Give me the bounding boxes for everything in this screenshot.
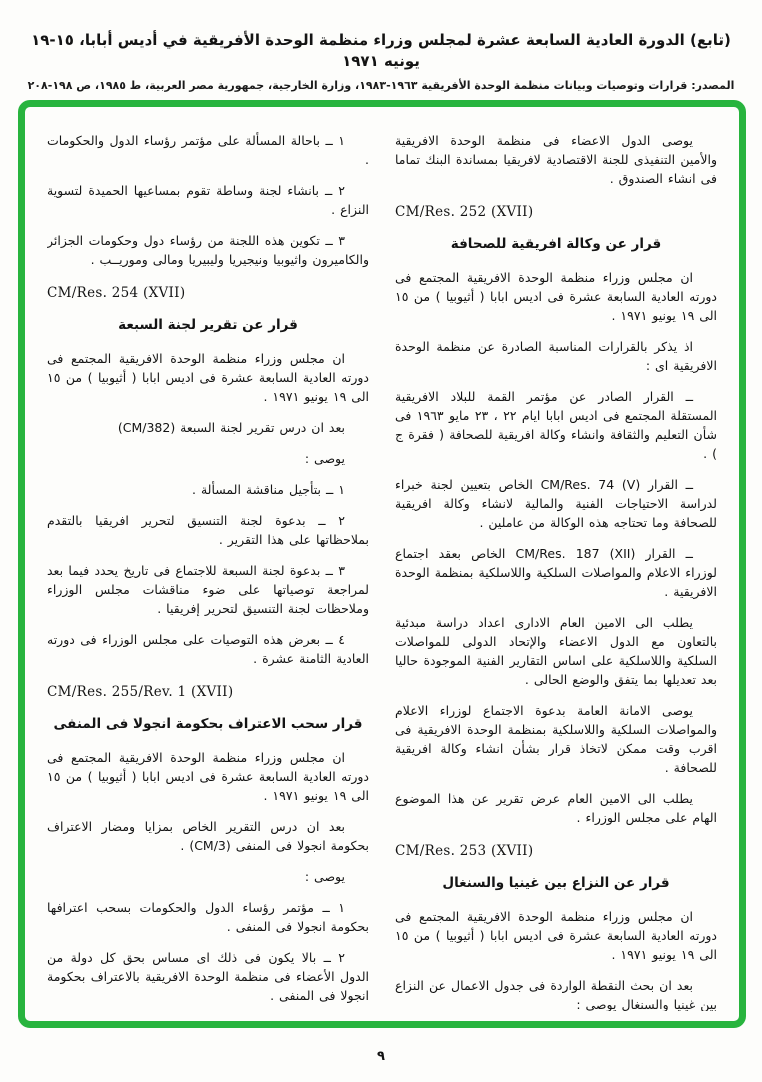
paragraph: يوصى : <box>304 451 345 466</box>
column-second-left <box>47 131 369 1011</box>
paragraph: يطلب الى الامين العام عرض تقرير عن هذا الموضوع الهام على مجلس الوزراء . <box>395 791 717 825</box>
paragraph: ٣ ــ تكوين هذه اللجنة من رؤساء دول وحكومات الجزائر والكاميرون واثيوبيا ونيجيريا وليبيريا ومالى وموريــب . <box>47 233 369 267</box>
paragraph: ٣ ــ بدعوة لجنة السبعة للاجتماع فى تاريخ يحدد فيما بعد لمراجعة توصياتها على ضوء مناقشات مجلس الوزراء وملاحظات لجنة التنسيق لتحرير إفريقيا . <box>47 563 369 616</box>
resolution-title: قرار عن وكالة افريقية للصحافة <box>450 236 662 252</box>
document-title: (تابع) الدورة العادية السابعة عشرة لمجلس وزراء منظمة الوحدة الأفريقية في أديس أبابا، ١٥-١٩ يونيه ١٩٧١ <box>31 31 731 70</box>
paragraph: يوصى : <box>304 869 345 884</box>
paragraph: ٢ ــ بانشاء لجنة وساطة تقوم بمساعيها الحميدة لتسوية النزاع . <box>47 183 369 217</box>
paragraph: بعد ان درس التقرير الخاص بمزايا ومضار الاعتراف بحكومة انجولا فى المنفى (CM/3) . <box>47 819 369 853</box>
paragraph: ان مجلس وزراء منظمة الوحدة الافريقية المجتمع فى دورته العادية السابعة عشرة فى اديس ابابا ( أثيوبيا ) من ١٥ الى ١٩ يونيو ١٩٧١ . <box>47 750 369 803</box>
resolution-code: CM/Res. 253 (XVII) <box>395 843 534 859</box>
paragraph: ١ ــ باحالة المسألة على مؤتمر رؤساء الدول والحكومات . <box>47 133 369 167</box>
page-number: ٩ <box>377 1049 385 1064</box>
paragraph: ــ القرار CM/Res. 187 (XII) الخاص بعقد اجتماع لوزراء الاعلام والمواصلات السلكية واللاسلكية بمنظمة الوحدة الافريقية . <box>395 546 717 599</box>
resolution-code: CM/Res. 254 (XVII) <box>47 285 186 301</box>
paragraph: ــ القرار الصادر عن مؤتمر القمة للبلاد الافريقية المستقلة المجتمع فى اديس ابابا ايام ٢٢ ، ٢٣ مايو ١٩٦٣ فى شأن التعليم والثقافة وانشاء وكالة افريقية للصحافة ( فقرة ج ) . <box>395 389 717 461</box>
resolution-code: CM/Res. 252 (XVII) <box>395 204 534 220</box>
paragraph: اذ يذكر بالقرارات المناسبة الصادرة عن منظمة الوحدة الافريقية اى : <box>395 339 717 373</box>
paragraph: يطلب الى الامين العام الادارى اعداد دراسة مبدئية بالتعاون مع الدول الاعضاء والإتحاد الدولى للمواصلات السلكية واللاسلكية على اساس التقارير الفنية الموجودة حاليا بعد تعديلها بما يتفق والوضع الحالى . <box>395 615 717 687</box>
paragraph: بعد ان درس تقرير لجنة السبعة (CM/382) <box>117 420 345 435</box>
document-source-line: المصدر: قرارات وتوصيات وبيانات منظمة الوحدة الأفريقية ١٩٦٣-١٩٨٣، وزارة الخارجية، جمهورية مصر العربية، ط ١٩٨٥، ص ١٩٨-٢٠٨ <box>27 79 735 92</box>
paragraph: ان مجلس وزراء منظمة الوحدة الافريقية المجتمع فى دورته العادية السابعة عشرة فى اديس ابابا ( أثيوبيا ) من ١٥ الى ١٩ يونيو ١٩٧١ . <box>395 909 717 962</box>
paragraph: ١ ــ بتأجيل مناقشة المسألة . <box>192 482 345 497</box>
resolution-code: CM/Res. 255/Rev. 1 (XVII) <box>47 684 234 700</box>
resolution-title: قرار عن تقرير لجنة السبعة <box>118 317 298 333</box>
two-column-layout <box>25 107 739 1021</box>
paragraph: يوصى الدول الاعضاء فى منظمة الوحدة الافريقية والأمين التنفيذى للجنة الاقتصادية لافريقيا بمساندة البنك تماما فى انشاء الصندوق . <box>395 133 717 186</box>
paragraph: ١ ــ مؤتمر رؤساء الدول والحكومات بسحب اعترافها بحكومة انجولا فى المنفى . <box>47 900 369 934</box>
content-frame-border <box>18 100 746 1028</box>
paragraph: ٤ ــ بعرض هذه التوصيات على مجلس الوزراء فى دورته العادية الثامنة عشرة . <box>47 632 369 666</box>
paragraph: بعد ان بحث النقطة الواردة فى جدول الاعمال عن النزاع بين غينيا والسنغال يوصى : <box>395 978 717 1011</box>
resolution-title: قرار عن النزاع بين غينيا والسنغال <box>442 875 670 891</box>
paragraph: ــ القرار CM/Res. 74 (V) الخاص بتعيين لجنة خبراء لدراسة الاحتياجات الفنية والمالية لانشاء وكالة افريقية للصحافة وما تحتاجه هذه الوكالة من عاملين . <box>395 477 717 530</box>
page-header <box>20 30 742 92</box>
column-first-right <box>395 131 717 1011</box>
paragraph: ان مجلس وزراء منظمة الوحدة الافريقية المجتمع فى دورته العادية السابعة عشرة فى اديس ابابا ( أثيوبيا ) من ١٥ الى ١٩ يونيو ١٩٧١ . <box>395 270 717 323</box>
paragraph: ٢ ــ بالا يكون فى ذلك اى مساس بحق كل دولة من الدول الأعضاء فى منظمة الوحدة الافريقية بالاعتراف بحكومة انجولا فى المنفى . <box>47 950 369 1003</box>
paragraph: ان مجلس وزراء منظمة الوحدة الافريقية المجتمع فى دورته العادية السابعة عشرة فى اديس ابابا ( أثيوبيا ) من ١٥ الى ١٩ يونيو ١٩٧١ . <box>47 351 369 404</box>
paragraph: يوصى الامانة العامة بدعوة الاجتماع لوزراء الاعلام والمواصلات السلكية واللاسلكية بمنظمة الوحدة الافريقية فى اقرب وقت ممكن لاتخاذ قرار بشأن انشاء وكالة افريقية للصحافة . <box>395 703 717 775</box>
resolution-title: قرار سحب الاعتراف بحكومة انجولا فى المنفى <box>53 716 363 732</box>
paragraph: ٢ ــ بدعوة لجنة التنسيق لتحرير افريقيا بالتقدم بملاحظاتها على هذا التقرير . <box>47 513 369 547</box>
